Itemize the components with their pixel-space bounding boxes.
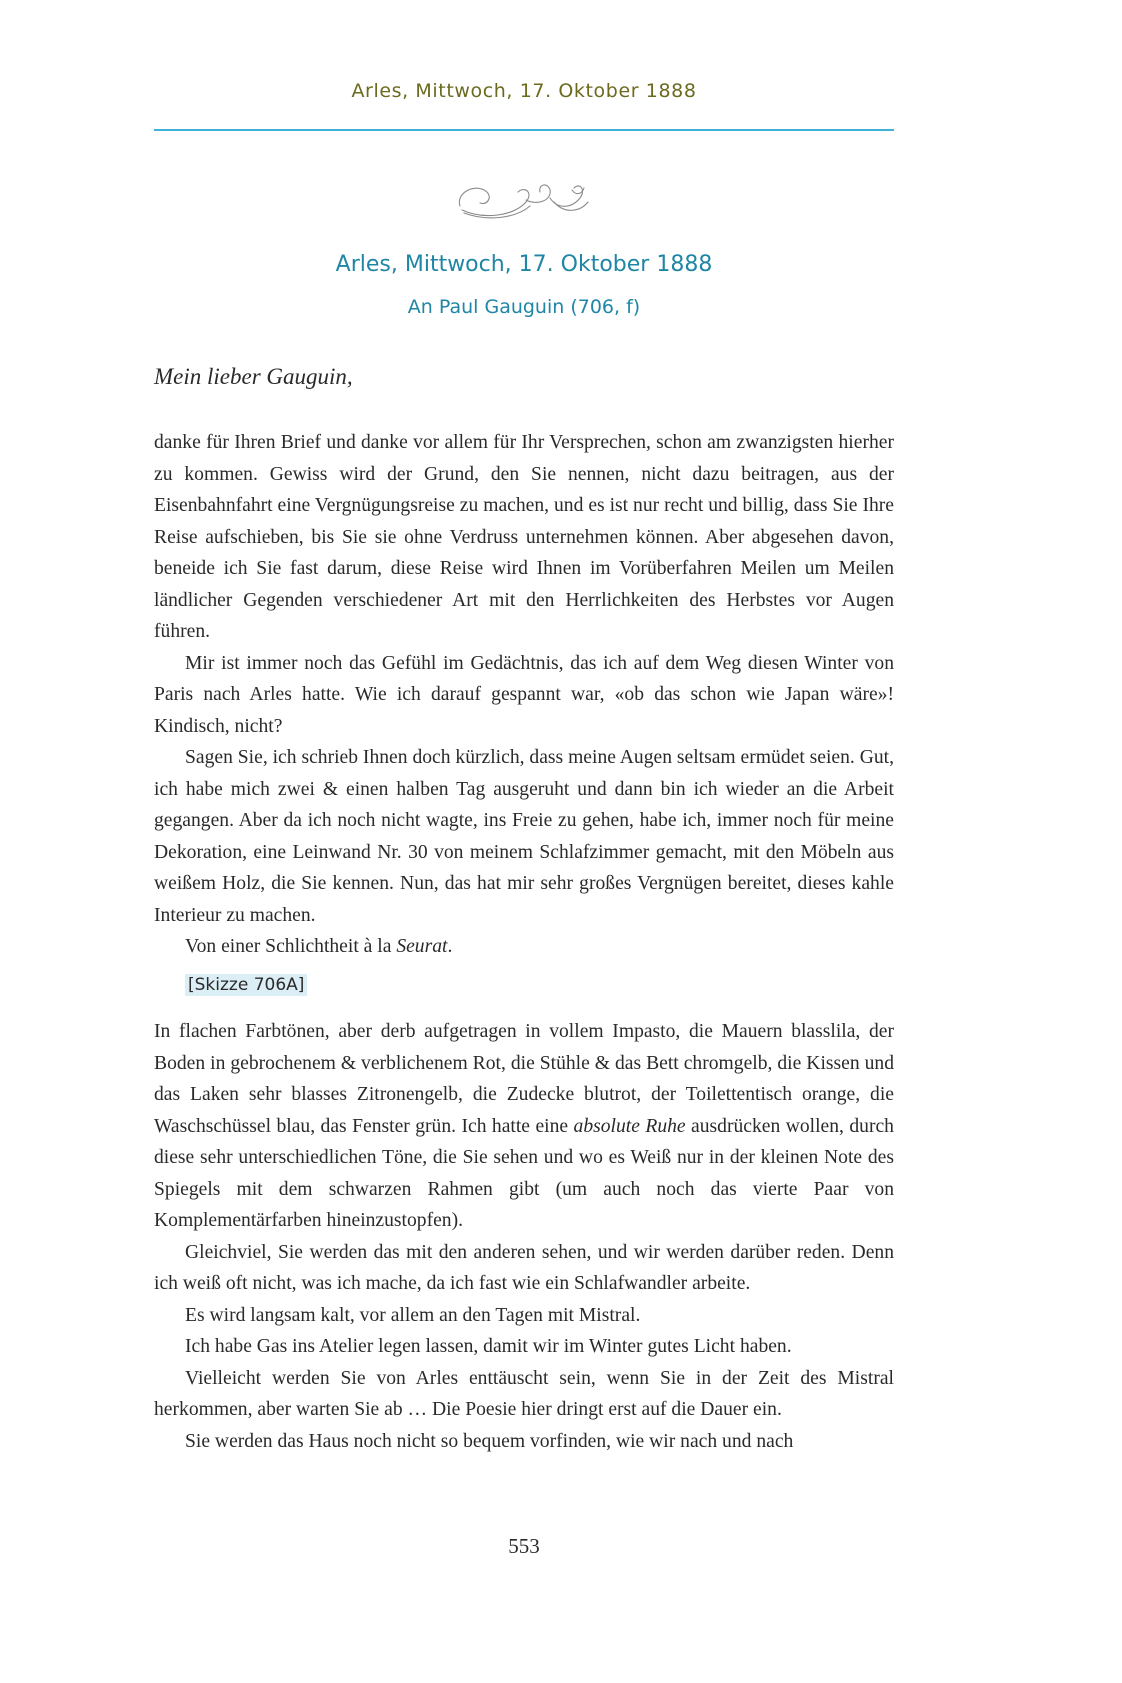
paragraph: Sie werden das Haus noch nicht so bequem vorfinden, wie wir nach und nach: [185, 1430, 794, 1452]
seurat-prefix: Von einer Schlichtheit à la: [185, 936, 397, 957]
colors-text-italic: absolute Ruhe: [573, 1115, 686, 1137]
colors-text-end: ausdrücken wollen, durch diese sehr unterschiedlichen Töne, die Sie sehen und wo es Weiß nur in der kleinen Note des Spiegels mit dem schwarzen Rahmen gibt (um auch noch das vierte Paar von Komplementärfarben hineinzustopfen).: [154, 1115, 894, 1231]
letter-recipient: An Paul Gauguin (706, f): [407, 296, 641, 318]
paragraph: danke für Ihren Brief und danke vor allem für Ihr Versprechen, schon am zwanzigsten hierher zu kommen. Gewiss wird der Grund, den Sie nennen, nicht dazu beitragen, aus der Eisenbahnfahrt eine Vergnügungsreise zu machen, und es ist nur recht und billig, dass Sie Ihre Reise aufschieben, bis Sie sie ohne Verdruss unternehmen können. Aber abgesehen davon, beneide ich Sie fast darum, diese Reise wird Ihnen im Vorüberfahren Meilen um Meilen ländlicher Gegenden verschiedener Art mit den Herrlichkeiten des Herbstes vor Augen führen.: [154, 432, 894, 642]
sketch-reference: [Skizze 706A]: [185, 974, 307, 996]
paragraph: Ich habe Gas ins Atelier legen lassen, damit wir im Winter gutes Licht haben.: [185, 1336, 792, 1357]
paragraph-colors: [154, 1016, 894, 1237]
paragraph: Gleichviel, Sie werden das mit den anderen sehen, und wir werden darüber reden. Denn ich weiß oft nicht, was ich mache, da ich fast wie ein Schlafwandler arbeite.: [154, 1241, 894, 1294]
letter-body-part-2: [154, 1016, 894, 1457]
paragraph: Sagen Sie, ich schrieb Ihnen doch kürzlich, dass meine Augen seltsam ermüdet seien. Gut, ich habe mich zwei & einen halben Tag ausgeruht und dann bin ich wieder an die Arbeit gegangen. Aber da ich noch nicht wagte, ins Freie zu gehen, habe ich, immer noch für meine Dekoration, eine Leinwand Nr. 30 von meinem Schlafzimmer gemacht, mit den Möbeln aus weißem Holz, die Sie kennen. Nun, das hat mir sehr großes Vergnügen bereitet, dieses kahle Interieur zu machen.: [154, 747, 895, 926]
paragraph: Es wird langsam kalt, vor allem an den Tagen mit Mistral.: [185, 1304, 641, 1326]
colors-text-start: In flachen Farbtönen, aber derb aufgetragen in vollem Impasto, die Mauern blasslila, der Boden in gebrochenem & verblichenem Rot, die Stühle & das Bett chromgelb, die Kissen und das Laken sehr blasses Zitronengelb, die Zudecke blutrot, der Toilettentisch orange, die Waschschüssel blau, das Fenster grün. Ich hatte eine: [154, 1021, 894, 1137]
running-head: Arles, Mittwoch, 17. Oktober 1888: [351, 80, 697, 102]
page-number: 553: [508, 1534, 540, 1558]
paragraph: Vielleicht werden Sie von Arles enttäuscht sein, wenn Sie in der Zeit des Mistral herkommen, aber warten Sie ab … Die Poesie hier dringt erst auf die Dauer ein.: [154, 1367, 894, 1420]
header-rule: [154, 129, 894, 131]
seurat-name: Seurat: [396, 936, 448, 957]
flourish-ornament-icon: [454, 176, 594, 226]
seurat-suffix: .: [447, 936, 453, 957]
paragraph-seurat: [154, 931, 894, 963]
letter-title: Arles, Mittwoch, 17. Oktober 1888: [335, 252, 713, 277]
letter-body-part-1: [154, 427, 894, 963]
salutation: Mein lieber Gauguin,: [154, 364, 353, 389]
paragraph: Mir ist immer noch das Gefühl im Gedächtnis, das ich auf dem Weg diesen Winter von Paris nach Arles hatte. Wie ich darauf gespannt war, «ob das schon wie Japan wäre»! Kindisch, nicht?: [154, 652, 894, 737]
